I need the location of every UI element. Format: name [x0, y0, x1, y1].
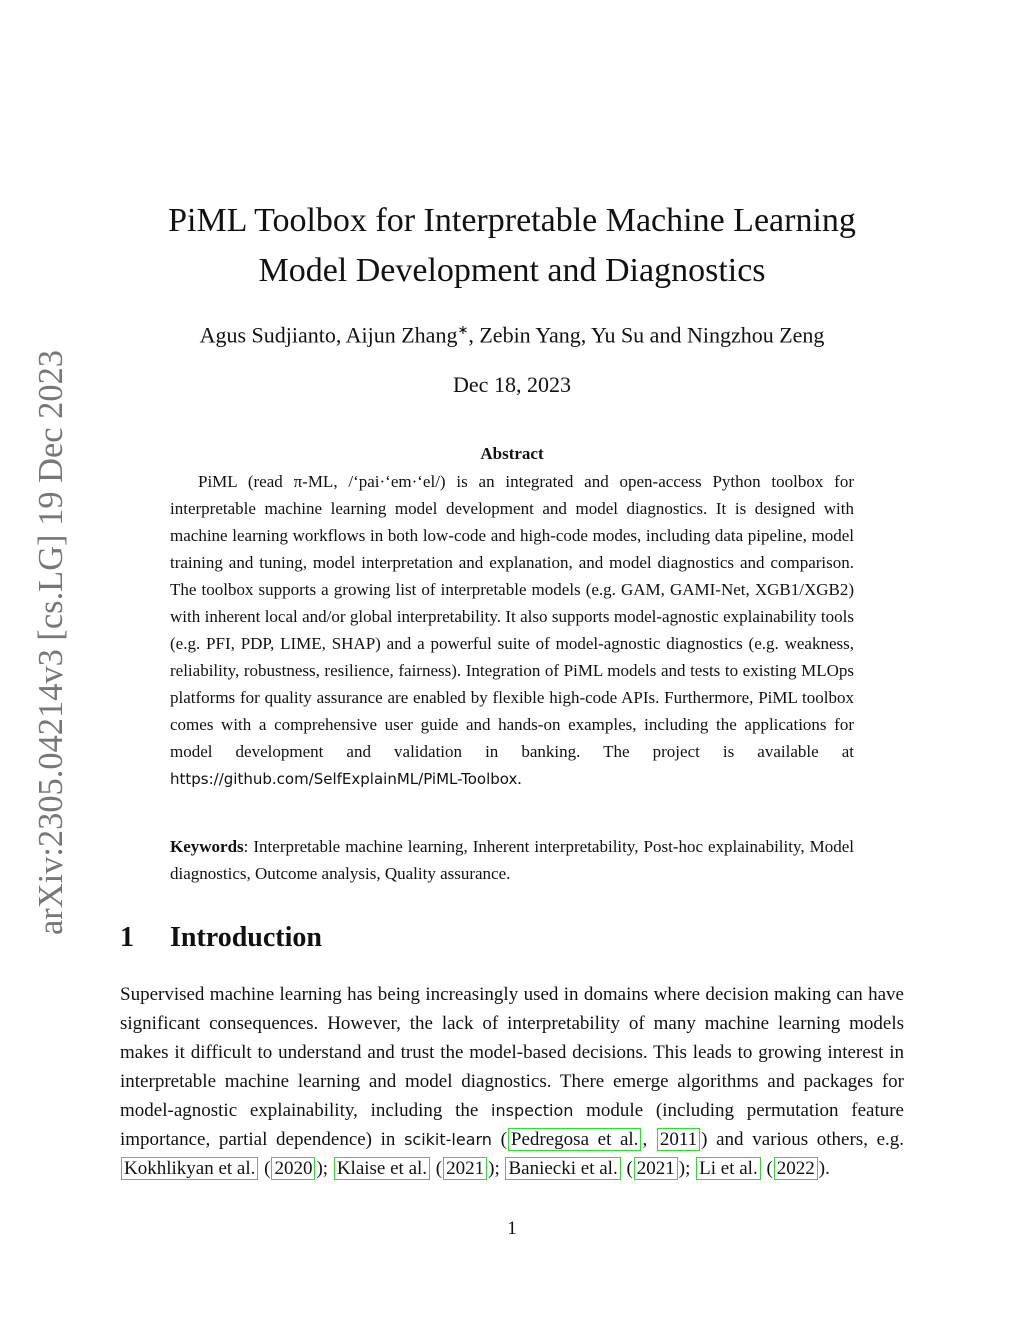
- code-inspection: inspection: [491, 1101, 574, 1120]
- keywords-label: Keywords: [170, 837, 244, 856]
- authors-after-star: , Zebin Yang, Yu Su and Ningzhou Zeng: [468, 322, 825, 348]
- corresponding-author-mark: ∗: [457, 322, 469, 337]
- paper-title-line2: Model Development and Diagnostics: [258, 252, 766, 289]
- intro-text-1: Supervised machine learning has being increasingly used in domains where decision making can have significant consequences. However, the lack of interpretability of many machine learning models makes it difficult to understand and trust the model-based decisions. This leads to growing interest in interpretable machine learning and model diagnostics. There emerge algorithms and packages for model-agnostic explainability, including the: [120, 984, 904, 1121]
- cite-sep-2: );: [488, 1158, 500, 1179]
- keywords-paragraph: [170, 833, 854, 887]
- arxiv-stamp: [0, 0, 80, 940]
- citation-year-link-baniecki[interactable]: 2021: [634, 1157, 678, 1180]
- citation-year-link-li[interactable]: 2022: [774, 1157, 818, 1180]
- citation-link-pedregosa[interactable]: Pedregosa et al.: [508, 1128, 642, 1151]
- code-scikit-learn: scikit-learn: [404, 1130, 492, 1149]
- cite-sep-3: );: [678, 1158, 691, 1179]
- paper-title-line1: PiML Toolbox for Interpretable Machine Learning: [168, 202, 856, 239]
- introduction-paragraph: Supervised machine learning has being increasingly used in domains where decision making can have significant consequences. However, the lack of interpretability of many machine learning models makes it difficult to understand and trust the model-based decisions. This leads to growing interest in interpretable machine learning and model diagnostics. There emerge algorithms and packages for model-agnostic explainability, including the inspection module (including permutation feature importance, partial dependence) in scikit-learn ( Pedregosa et al. , 2011 ) and various others, e.g. Kokhlikyan et al. ( 2020 ); Klaise et al. ( 2021 ); Baniecki et al. ( 2021 ); Li et al. ( 2022 ).: [120, 984, 905, 1179]
- citation-year-link-kokhlikyan[interactable]: 2020: [271, 1157, 315, 1180]
- citation-link-baniecki[interactable]: Baniecki et al.: [505, 1157, 620, 1180]
- citation-link-kokhlikyan[interactable]: Kokhlikyan et al.: [121, 1157, 258, 1180]
- paper-title: [120, 196, 904, 296]
- paren-open: (: [500, 1129, 507, 1150]
- authors-before-star: Agus Sudjianto, Aijun Zhang: [199, 322, 458, 348]
- section-heading: [120, 922, 904, 954]
- intro-text-2: module (including permutation feature importance, partial dependence) in: [120, 1100, 904, 1150]
- citation-year-link-pedregosa[interactable]: 2011: [657, 1128, 700, 1151]
- keywords-text: : Interpretable machine learning, Inherent interpretability, Post-hoc explainability, Model diagnostics, Outcome analysis, Quality assurance.: [170, 837, 854, 883]
- abstract-body: [170, 468, 854, 793]
- abstract-text: PiML (read π-ML, /‘pai·‘em·‘el/) is an integrated and open-access Python toolbox for interpretable machine learning model development and model diagnostics. It is designed with machine learning workflows in both low-code and high-code modes, including data pipeline, model training and tuning, model interpretation and explanation, and model diagnostics and comparison. The toolbox supports a growing list of interpretable models (e.g. GAM, GAMI-Net, XGB1/XGB2) with inherent local and/or global interpretability. It also supports model-agnostic explainability tools (e.g. PFI, PDP, LIME, SHAP) and a powerful suite of model-agnostic diagnostics (e.g. weakness, reliability, robustness, resilience, fairness). Integration of PiML models and tests to existing MLOps platforms for quality assurance are enabled by flexible high-code APIs. Furthermore, PiML toolbox comes with a comprehensive user guide and hands-on examples, including the applications for model development and validation in banking. The project is available at: [170, 472, 854, 761]
- section-title: Introduction: [170, 922, 322, 953]
- section-number: 1: [120, 922, 134, 953]
- intro-end: ).: [818, 1158, 830, 1179]
- abstract-end: .: [517, 769, 522, 788]
- citation-link-klaise[interactable]: Klaise et al.: [334, 1157, 430, 1180]
- citation-year-link-klaise[interactable]: 2021: [443, 1157, 487, 1180]
- author-list: [120, 322, 904, 348]
- citation-link-li[interactable]: Li et al.: [696, 1157, 761, 1180]
- paper-date: Dec 18, 2023: [453, 372, 571, 397]
- abstract-heading: Abstract: [480, 444, 544, 463]
- cite-separator: ,: [642, 1129, 656, 1150]
- page-number: 1: [507, 1218, 517, 1239]
- cite-sep-1: );: [316, 1158, 329, 1179]
- arxiv-stamp-text: arXiv:2305.04214v3 [cs.LG] 19 Dec 2023: [31, 340, 70, 935]
- intro-text-3: ) and various others, e.g.: [701, 1129, 905, 1150]
- project-url-link[interactable]: https://github.com/SelfExplainML/PiML-Toolbox: [170, 770, 518, 788]
